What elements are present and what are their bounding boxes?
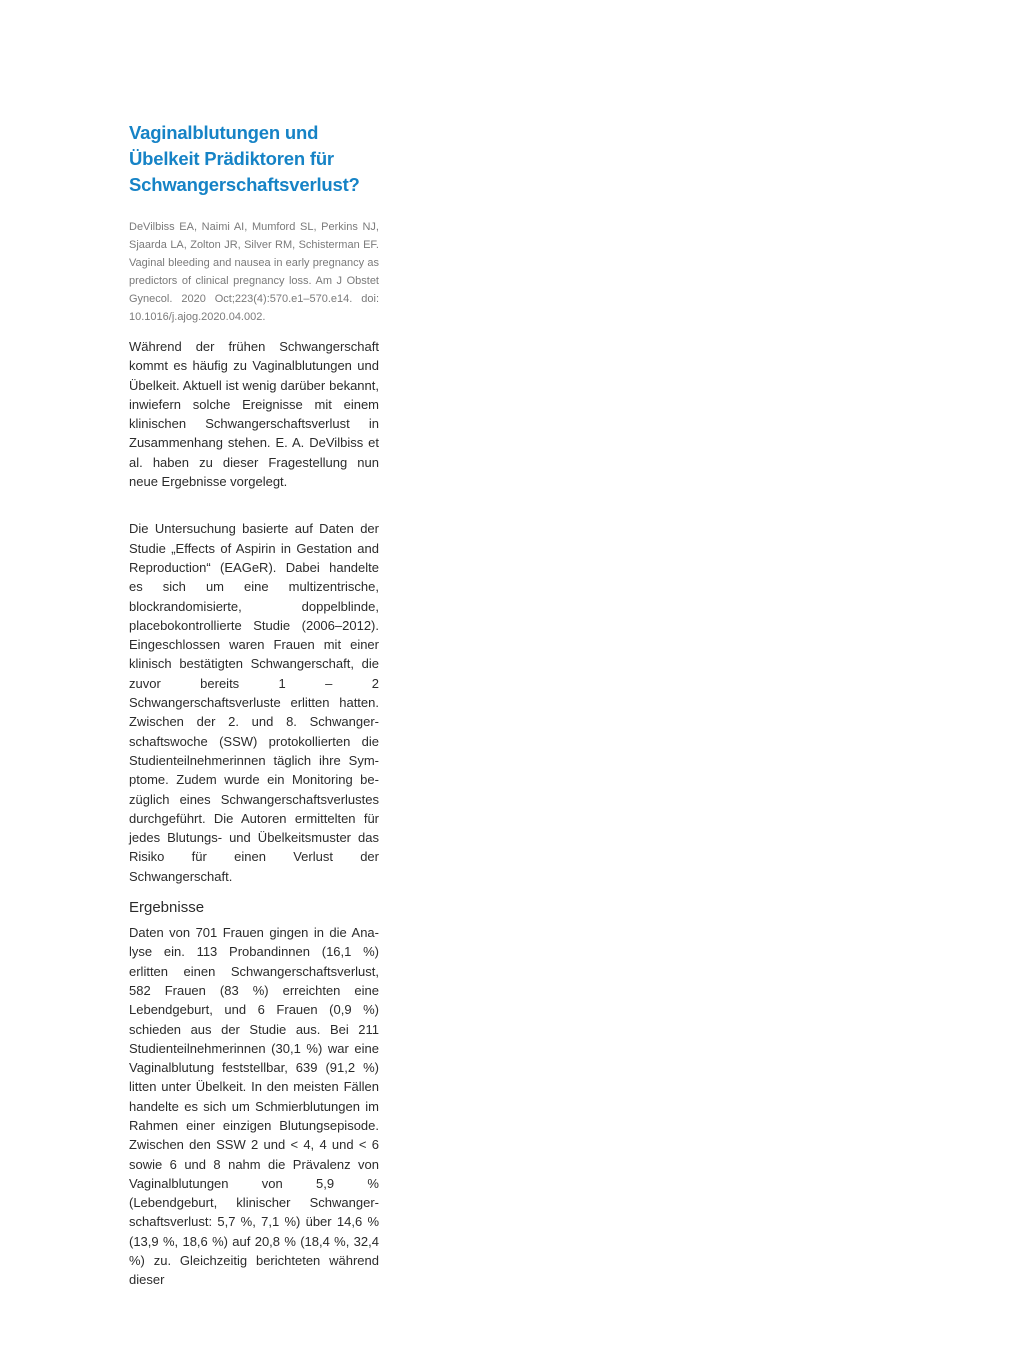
methods-paragraph: Die Untersuchung basierte auf Daten der Studie „Effects of Aspirin in Gestation and Reproduction“ (EAGeR). Dabei handelte es sich um eine multizentrische, blockrandomisierte, doppelblinde, placebokontrollierte Studie (2006–2012). Eingeschlossen waren Frauen mit einer klinisch bestätigten Schwangerschaft, die zuvor bereits 1 – 2 Schwangerschaftsverluste erlitten hatten. Zwischen der 2. und 8. Schwangerschaftswoche (SSW) protokollierten die Studienteilnehmerinnen täglich ihre Symptome. Zudem wurde ein Monitoring bezüglich eines Schwangerschaftsverlustes durchgeführt. Die Autoren ermittelten für jedes Blutungs- und Übelkeitsmuster das Risiko für einen Verlust der Schwangerschaft. — [129, 521, 379, 884]
intro-paragraph: Während der frühen Schwangerschaft kommt es häufig zu Vaginalblutungen und Übelkeit. Aktuell ist wenig darüber bekannt, inwiefern solche Ereignisse mit einem klinischen Schwangerschaftsverlust in Zusammenhang stehen. E. A. DeVilbiss et al. haben zu dieser Fragestellung nun neue Ergebnisse vorgelegt. — [129, 339, 379, 490]
article-title: Vaginalblutungen und Übelkeit Prädiktoren für Schwangerschaftsverlust? — [129, 122, 360, 195]
results-paragraph: Daten von 701 Frauen gingen in die Analyse ein. 113 Probandinnen (16,1 %) erlitten einen Schwangerschaftsverlust, 582 Frauen (83 %) erreichten eine Lebendgeburt, und 6 Frauen (0,9 %) schieden aus der Studie aus. Bei 211 Studienteilnehmerinnen (30,1 %) war eine Vaginalblutung feststellbar, 639 (91,2 %) litten unter Übelkeit. In den meisten Fällen handelte es sich um Schmierblutungen im Rahmen einer einzigen Blutungsepisode. Zwischen den SSW 2 und < 4, 4 und < 6 sowie 6 und 8 nahm die Prävalenz von Vaginalblutungen von 5,9 % (Lebendgeburt, klinischer Schwangerschaftsverlust: 5,7 %, 7,1 %) über 14,6 % (13,9 %, 18,6 %) auf 20,8 % (18,4 %, 32,4 %) zu. Gleichzeitig berichteten während dieser — [129, 925, 379, 1288]
citation: DeVilbiss EA, Naimi AI, Mumford SL, Perkins NJ, Sjaarda LA, Zolton JR, Silver RM, Schisterman EF. Vaginal bleeding and nausea in early pregnancy as predictors of clinical pregnancy loss. Am J Obstet Gynecol. 2020 Oct;223(4):570.e1–570.e14. doi: 10.1016/j.ajog.2020.04.002. — [129, 221, 379, 323]
results-heading: Ergebnisse — [129, 899, 205, 917]
article-column — [129, 120, 379, 1290]
